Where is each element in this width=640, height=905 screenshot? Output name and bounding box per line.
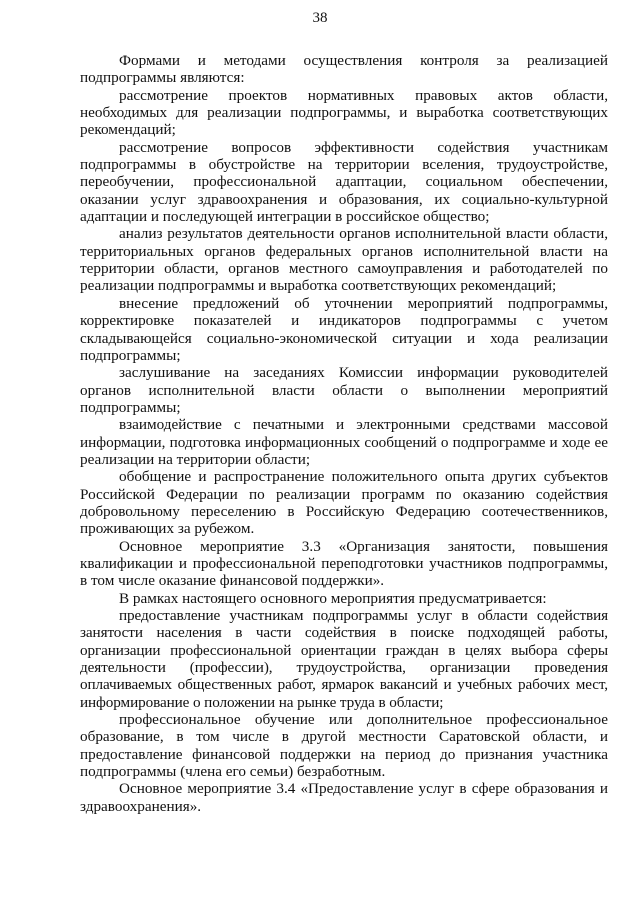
- paragraph-measure-3-3: Основное мероприятие 3.3 «Организация занятости, повышения квалификации и профессиональной переподготовки участников подпрограммы, в том числе оказание финансовой поддержки».: [80, 537, 608, 590]
- paragraph-proposals: внесение предложений об уточнении мероприятий подпрограммы, корректировке показателей и индикаторов подпрограммы с учетом складывающейся социально-экономической ситуации и хода реализации подпрограммы;: [80, 294, 608, 364]
- paragraph-measure-3-4: Основное мероприятие 3.4 «Предоставление услуг в сфере образования и здравоохранения».: [80, 780, 608, 815]
- paragraph-measure-scope: В рамках настоящего основного мероприятия предусматривается:: [119, 589, 547, 607]
- paragraph-review-effectiveness: рассмотрение вопросов эффективности содействия участникам подпрограммы в обустройстве на территории вселения, трудоустройстве, переобучении, профессиональной адаптации, социальном обеспечении, оказании услуг здравоохранения и образования, их социально-культурной адаптации и последующей интеграции в российское общество;: [80, 138, 608, 226]
- paragraph-review-legal-acts: рассмотрение проектов нормативных правовых актов области, необходимых для реализации подпрограммы, и выработка соответствующих рекомендаций;: [80, 86, 608, 139]
- paragraph-media-interaction: взаимодействие с печатными и электронными средствами массовой информации, подготовка информационных сообщений о подпрограмме и ходе ее реализации на территории области;: [80, 416, 608, 468]
- page-number: 38: [312, 10, 328, 26]
- paragraph-control-forms-intro: Формами и методами осуществления контроля за реализацией подпрограммы являются:: [80, 52, 608, 87]
- paragraph-experience-sharing: обобщение и распространение положительного опыта других субъектов Российской Федерации по реализации программ по оказанию содействия добровольному переселению в Российскую Федерацию соотечественников, проживающих за рубежом.: [80, 468, 608, 538]
- paragraph-analysis-results: анализ результатов деятельности органов исполнительной власти области, территориальных органов федеральных органов исполнительной власти на территории области, органов местного самоуправления и работодателей по реализации подпрограммы и выработка соответствующих рекомендаций;: [80, 225, 608, 295]
- document-body: [80, 52, 608, 815]
- paragraph-employment-services: предоставление участникам подпрограммы услуг в области содействия занятости населения в части содействия в поиске подходящей работы, организации профессиональной ориентации граждан в целях выбора сферы деятельности (профессии), трудоустройства, организации проведения оплачиваемых общественных работ, ярмарок вакансий и учебных рабочих мест, информирование о положении на рынке труда в области;: [80, 607, 608, 711]
- paragraph-professional-training: профессиональное обучение или дополнительное профессиональное образование, в том числе в другой местности Саратовской области, и предоставление финансовой поддержки на период до признания участника подпрограммы (члена его семьи) безработным.: [80, 711, 608, 781]
- paragraph-commission-hearing: заслушивание на заседаниях Комиссии информации руководителей органов исполнительной власти области о выполнении мероприятий подпрограммы;: [80, 364, 608, 416]
